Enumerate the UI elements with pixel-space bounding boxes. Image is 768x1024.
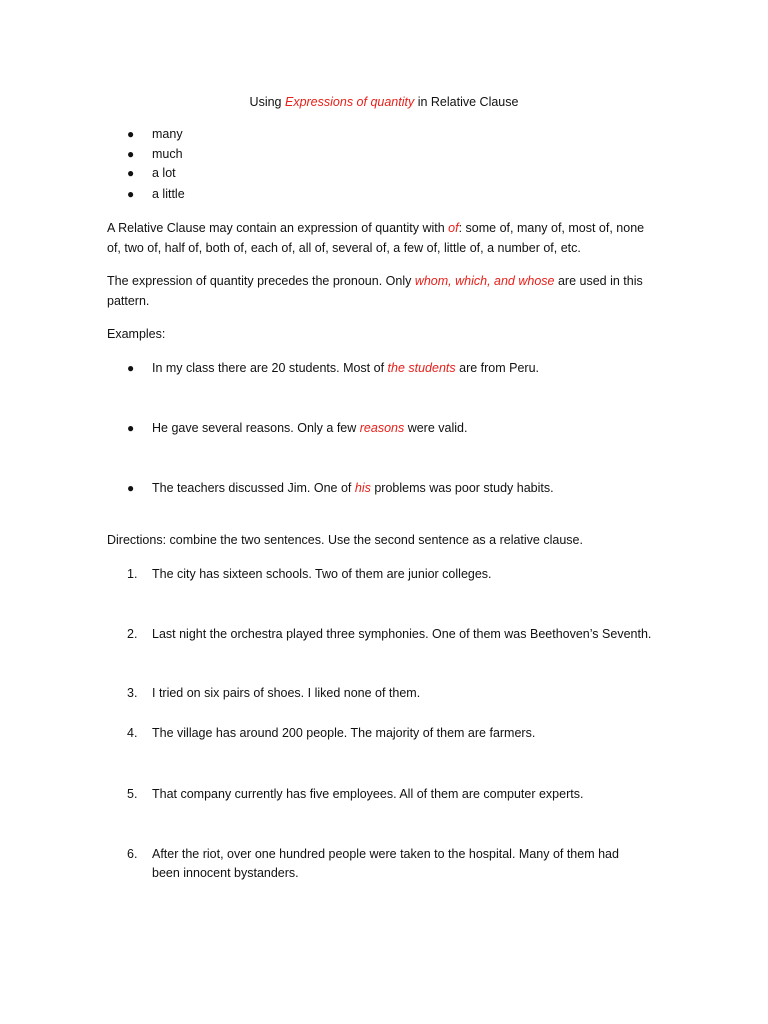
exercise-text: Last night the orchestra played three symphonies. One of them was Beethoven’s Seventh. (152, 627, 652, 641)
bullet-dot: ● (127, 421, 135, 435)
paragraph-line: A Relative Clause may contain an expression of quantity with of: some of, many of, most of, none (107, 221, 645, 235)
highlight-pronouns: whom, which, and whose (414, 274, 555, 288)
paragraph-line: of, two of, half of, both of, each of, all of, several of, a few of, little of, a number of, etc. (107, 241, 581, 255)
exercise-number: 3. (127, 686, 138, 700)
exercise-text-continued: been innocent bystanders. (152, 866, 299, 880)
example-item: He gave several reasons. Only a few reasons were valid. (152, 421, 468, 435)
examples-heading: Examples: (107, 327, 166, 341)
bullet-item: a lot (152, 166, 176, 180)
exercise-text: The city has sixteen schools. Two of them are junior colleges. (152, 567, 492, 581)
directions-text: Directions: combine the two sentences. Use the second sentence as a relative clause. (107, 533, 583, 547)
highlight-of: of (448, 221, 459, 235)
exercise-text: That company currently has five employees. All of them are computer experts. (152, 787, 584, 801)
bullet-dot: ● (127, 187, 135, 201)
bullet-dot: ● (127, 361, 135, 375)
exercise-text: I tried on six pairs of shoes. I liked none of them. (152, 686, 421, 700)
exercise-number: 1. (127, 567, 138, 581)
page-title (0, 92, 768, 112)
paragraph-line: pattern. (107, 294, 150, 308)
bullet-dot: ● (127, 481, 135, 495)
bullet-dot: ● (127, 127, 135, 141)
exercise-number: 6. (127, 847, 138, 861)
title-prefix: Using (249, 95, 285, 109)
exercise-number: 2. (127, 627, 138, 641)
exercise-number: 4. (127, 726, 138, 740)
bullet-dot: ● (127, 166, 135, 180)
bullet-dot: ● (127, 147, 135, 161)
example-item: In my class there are 20 students. Most of the students are from Peru. (152, 361, 540, 375)
bullet-item: many (152, 127, 183, 141)
exercise-text: After the riot, over one hundred people were taken to the hospital. Many of them had (152, 847, 619, 861)
example-item: The teachers discussed Jim. One of his problems was poor study habits. (152, 481, 554, 495)
bullet-item: much (152, 147, 183, 161)
title-suffix: in Relative Clause (414, 95, 519, 109)
paragraph-line: The expression of quantity precedes the pronoun. Only whom, which, and whose are used in this (107, 274, 643, 288)
bullet-item: a little (152, 187, 185, 201)
exercise-number: 5. (127, 787, 138, 801)
title-highlight: Expressions of quantity (284, 95, 415, 109)
exercise-text: The village has around 200 people. The majority of them are farmers. (152, 726, 536, 740)
